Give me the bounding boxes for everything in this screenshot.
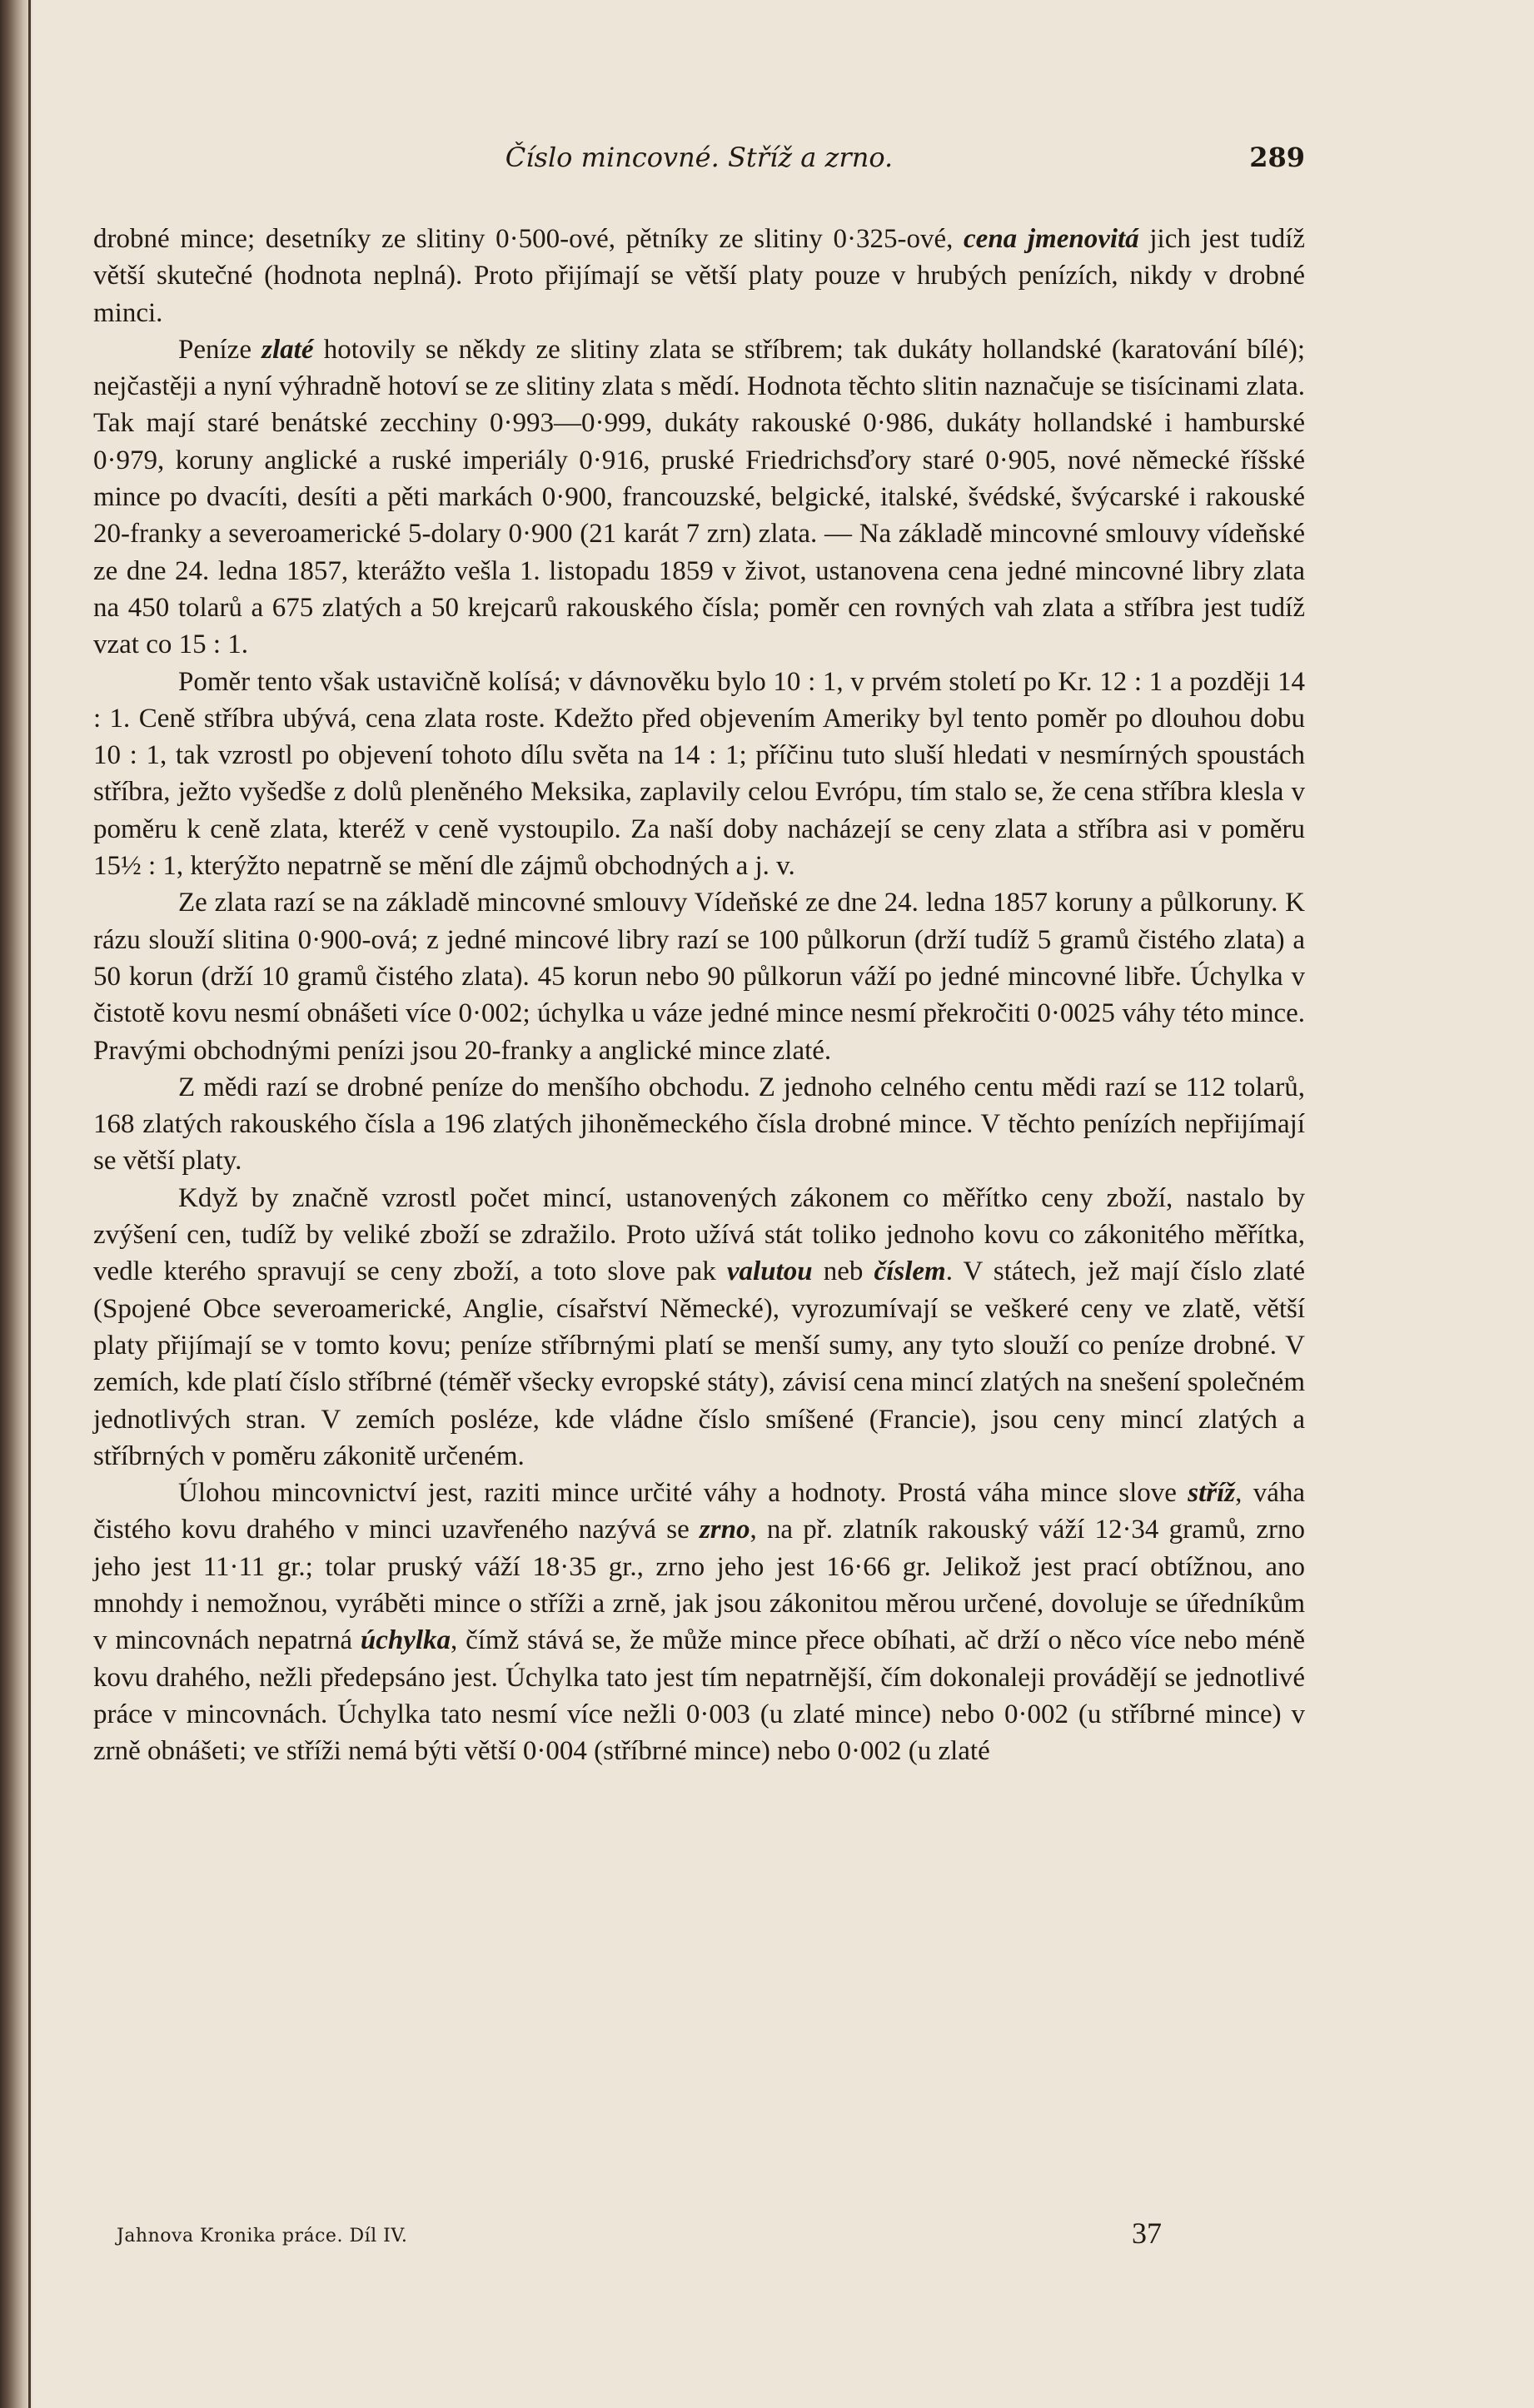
paragraph xyxy=(93,664,1305,885)
text-run: hotovily se někdy ze slitiny zlata se stříbrem; tak dukáty hollandské (karatování bílé); nejčastěji a nyní výhradně hotoví se ze slitiny zlata s mědí. Hodnota těchto slitin naznačuje se tisícinami zlata. Tak mají staré benátské zecchiny 0·993—0·999, dukáty rakouské 0·986, dukáty hollandské i hamburské 0·979, koruny anglické a ruské imperiály 0·916, pruské Friedrichsďory staré 0·905, nové německé říšské mince po dvacíti, desíti a pěti markách 0·900, francouzské, belgické, italské, švédské, švýcarské i rakouské 20-franky a severoamerické 5-dolary 0·900 (21 karát 7 zrn) zlata. — Na základě mincovné smlouvy vídeňské ze dne 24. ledna 1857, kterážto vešla 1. listopadu 1859 v život, ustanovena cena jedné mincovné libry zlata na 450 tolarů a 675 zlatých a 50 krejcarů rakouského čísla; poměr cen rovných vah zlata a stříbra jest tudíž vzat co 15 : 1. xyxy=(93,334,1305,660)
text-run: , na př. zlatník rakouský váží 12·34 gramů, zrno jeho jest 11·11 gr.; tolar pruský váží 18·35 gr., zrno jeho jest 16·66 gr. Jelikož jest prací obtížnou, ano mnohdy i nemožnou, vyráběti mince o stříži a zrně, jak jsou zákonitou měrou určené, dovoluje se úředníkům v mincovnách nepatrná xyxy=(93,1515,1305,1656)
emphasized-term: číslem xyxy=(874,1256,946,1287)
running-title: Číslo mincovné. Stříž a zrno. xyxy=(505,142,894,173)
binding-edge xyxy=(28,0,31,2408)
text-run: Poměr tento však ustavičně kolísá; v dávnověku bylo 10 : 1, v prvém století po Kr. 12 : 1 a později 14 : 1. Ceně stříbra ubývá, cena zlata roste. Kdežto před objevením Ameriky byl tento poměr po dlouhou dobu 10 : 1, tak vzrostl po objevení tohoto dílu světa na 14 : 1; příčinu tuto sluší hledati v nesmírných spoustách stříbra, ježto vyšedše z dolů pleněného Meksika, zaplavily celou Evrópu, tím stalo se, že cena stříbra klesla v poměru k ceně zlata, kteréž v ceně vystoupilo. Za naší doby nacházejí se ceny zlata a stříbra asi v poměru 15½ : 1, kterýžto nepatrně se mění dle zájmů obchodných a j. v. xyxy=(93,666,1305,882)
emphasized-term: zrno xyxy=(699,1515,750,1545)
paragraph xyxy=(93,1069,1305,1180)
text-run: Když by značně vzrostl počet mincí, ustanovených zákonem co měřítko ceny zboží, nastalo by zvýšení cen, tudíž by veliké zboží se zdražilo. Proto užívá stát toliko jednoho kovu co zákonitého měřítka, vedle kterého spravují se ceny zboží, a toto slove pak xyxy=(93,1182,1305,1287)
sheet-number: 37 xyxy=(1132,2216,1162,2250)
paragraph xyxy=(93,884,1305,1068)
text-run: drobné mince; desetníky ze slitiny 0·500-ové, pětníky ze slitiny 0·325-ové, xyxy=(93,224,964,254)
paragraph xyxy=(93,1180,1305,1475)
text-run: Ze zlata razí se na základě mincovné smlouvy Vídeňské ze dne 24. ledna 1857 koruny a půlkoruny. K rázu slouží slitina 0·900-ová; z jedné mincové libry razí se 100 půlkorun (drží tudíž 5 gramů čistého zlata) a 50 korun (drží 10 gramů čistého zlata). 45 korun nebo 90 půlkorun váží po jedné mincovné libře. Úchylka v čistotě kovu nesmí obnášeti více 0·002; úchylka u váze jedné mince nesmí překročiti 0·0025 váhy této mince. Pravými obchodnými penízi jsou 20-franky a anglické mince zlaté. xyxy=(93,888,1305,1066)
emphasized-term: stříž xyxy=(1188,1478,1236,1509)
emphasized-term: valutou xyxy=(726,1256,813,1287)
paragraph xyxy=(93,221,1305,331)
emphasized-term: cena jmenovitá xyxy=(964,224,1139,254)
emphasized-term: úchylka xyxy=(360,1625,451,1656)
text-run: neb xyxy=(812,1256,874,1287)
text-run: , váha čistého kovu drahého v minci uzavřeného nazývá se xyxy=(93,1478,1306,1545)
page xyxy=(93,133,1305,1769)
text-run: . V státech, jež mají číslo zlaté (Spojené Obce severoamerické, Anglie, císařství Německé), vyrozumívají se veškeré ceny ve zlatě, větší platy přijímají se v tomto kovu; peníze stříbrnými platí se menší sumy, any tyto slouží co peníze drobné. V zemích, kde platí číslo stříbrné (téměř všecky evropské státy), závisí cena mincí zlatých na snešení společném jednotlivých stran. V zemích posléze, kde vládne číslo smíšené (Francie), jsou ceny mincí zlatých a stříbrných v poměru zákonitě určeném. xyxy=(93,1256,1306,1471)
text-run: Z mědi razí se drobné peníze do menšího obchodu. Z jednoho celného centu mědi razí se 112 tolarů, 168 zlatých rakouského čísla a 196 zlatých jihoněmeckého čísla drobné mince. V těchto penízích nepřijímají se větší platy. xyxy=(93,1072,1305,1177)
page-footer xyxy=(93,2209,1305,2259)
text-run: jich jest tudíž větší skutečné (hodnota neplná). Proto přijímají se větší platy pouze v hrubých penízích, nikdy v drobné minci. xyxy=(93,224,1306,328)
footer-signature: Jahnova Kronika práce. Díl IV. xyxy=(117,2226,408,2246)
page-number: 289 xyxy=(1249,142,1305,173)
emphasized-term: zlaté xyxy=(261,334,314,365)
running-header xyxy=(93,133,1305,183)
paragraph xyxy=(93,1475,1305,1769)
text-run: Úlohou mincovnictví jest, raziti mince určité váhy a hodnoty. Prostá váha mince slove xyxy=(178,1478,1188,1509)
body-text xyxy=(93,221,1305,1769)
text-run: , čímž stává se, že může mince přece obíhati, ač drží o něco více nebo méně kovu drahého, nežli předepsáno jest. Úchylka tato jest tím nepatrnější, čím dokonaleji provádějí se jednotlivé práce v mincovnách. Úchylka tato nesmí více nežli 0·003 (u zlaté mince) nebo 0·002 (u stříbrné mince) v zrně obnášeti; ve stříži nemá býti větší 0·004 (stříbrné mince) nebo 0·002 (u zlaté xyxy=(93,1625,1305,1767)
text-run: Peníze xyxy=(178,334,262,365)
paragraph xyxy=(93,331,1305,664)
